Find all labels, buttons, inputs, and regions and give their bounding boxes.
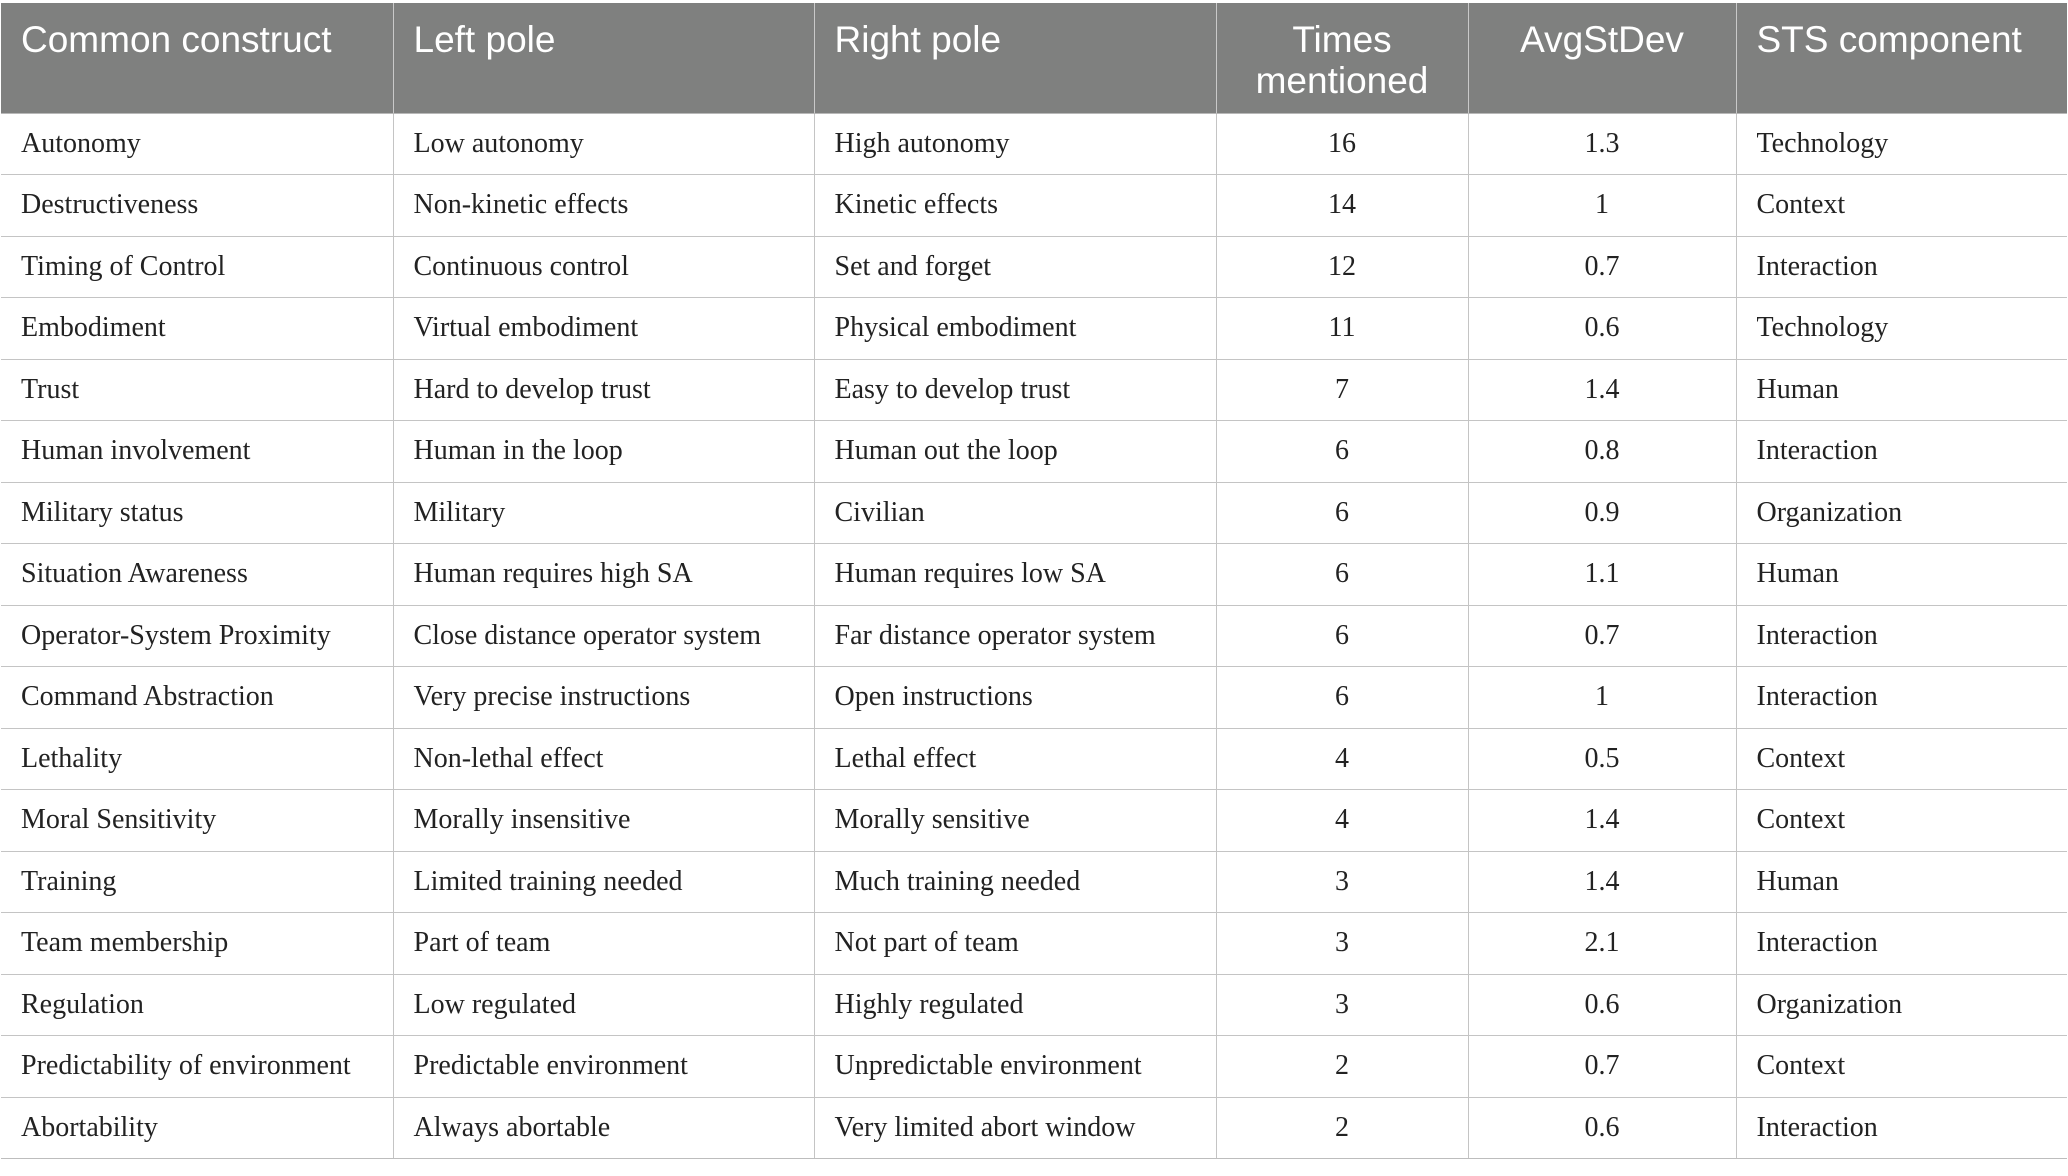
cell-sts-component: Human: [1736, 359, 2067, 421]
cell-avg-stdev: 1.3: [1468, 113, 1736, 175]
cell-avg-stdev: 1.4: [1468, 851, 1736, 913]
cell-avg-stdev: 1.4: [1468, 359, 1736, 421]
table-row: [1, 544, 2067, 606]
table-row: [1, 298, 2067, 360]
table-row: [1, 974, 2067, 1036]
table-row: [1, 421, 2067, 483]
cell-times-mentioned: 2: [1216, 1097, 1468, 1159]
table-header-row: [1, 3, 2067, 113]
cell-left-pole: Continuous control: [393, 236, 814, 298]
cell-sts-component: Human: [1736, 544, 2067, 606]
cell-avg-stdev: 0.7: [1468, 236, 1736, 298]
table-row: [1, 728, 2067, 790]
cell-right-pole: Human out the loop: [814, 421, 1216, 483]
cell-common-construct: Trust: [1, 359, 393, 421]
cell-left-pole: Human requires high SA: [393, 544, 814, 606]
cell-left-pole: Virtual embodiment: [393, 298, 814, 360]
cell-times-mentioned: 6: [1216, 605, 1468, 667]
cell-times-mentioned: 3: [1216, 913, 1468, 975]
cell-right-pole: Civilian: [814, 482, 1216, 544]
cell-left-pole: Low regulated: [393, 974, 814, 1036]
header-sts-component: STS component: [1736, 3, 2067, 113]
cell-left-pole: Non-kinetic effects: [393, 175, 814, 237]
cell-sts-component: Context: [1736, 175, 2067, 237]
table-row: [1, 1097, 2067, 1159]
cell-avg-stdev: 1: [1468, 667, 1736, 729]
cell-common-construct: Abortability: [1, 1097, 393, 1159]
cell-left-pole: Part of team: [393, 913, 814, 975]
cell-left-pole: Morally insensitive: [393, 790, 814, 852]
cell-sts-component: Technology: [1736, 113, 2067, 175]
cell-right-pole: Much training needed: [814, 851, 1216, 913]
cell-right-pole: High autonomy: [814, 113, 1216, 175]
cell-avg-stdev: 1.1: [1468, 544, 1736, 606]
cell-sts-component: Organization: [1736, 482, 2067, 544]
cell-right-pole: Human requires low SA: [814, 544, 1216, 606]
cell-common-construct: Team membership: [1, 913, 393, 975]
cell-common-construct: Situation Awareness: [1, 544, 393, 606]
table-row: [1, 113, 2067, 175]
cell-common-construct: Autonomy: [1, 113, 393, 175]
cell-common-construct: Command Abstraction: [1, 667, 393, 729]
table-container: [0, 3, 2068, 1159]
cell-common-construct: Human involvement: [1, 421, 393, 483]
cell-times-mentioned: 3: [1216, 851, 1468, 913]
cell-left-pole: Low autonomy: [393, 113, 814, 175]
cell-times-mentioned: 14: [1216, 175, 1468, 237]
cell-right-pole: Lethal effect: [814, 728, 1216, 790]
cell-right-pole: Easy to develop trust: [814, 359, 1216, 421]
cell-times-mentioned: 7: [1216, 359, 1468, 421]
cell-avg-stdev: 0.6: [1468, 298, 1736, 360]
cell-left-pole: Non-lethal effect: [393, 728, 814, 790]
cell-sts-component: Context: [1736, 1036, 2067, 1098]
constructs-table: [1, 3, 2067, 1159]
cell-avg-stdev: 0.7: [1468, 605, 1736, 667]
cell-right-pole: Very limited abort window: [814, 1097, 1216, 1159]
cell-right-pole: Set and forget: [814, 236, 1216, 298]
cell-times-mentioned: 12: [1216, 236, 1468, 298]
cell-times-mentioned: 4: [1216, 728, 1468, 790]
cell-sts-component: Interaction: [1736, 913, 2067, 975]
cell-avg-stdev: 0.7: [1468, 1036, 1736, 1098]
cell-sts-component: Interaction: [1736, 421, 2067, 483]
cell-common-construct: Predictability of environment: [1, 1036, 393, 1098]
cell-right-pole: Unpredictable environment: [814, 1036, 1216, 1098]
cell-avg-stdev: 0.8: [1468, 421, 1736, 483]
table-row: [1, 605, 2067, 667]
cell-common-construct: Destructiveness: [1, 175, 393, 237]
cell-avg-stdev: 0.5: [1468, 728, 1736, 790]
table-row: [1, 175, 2067, 237]
table-row: [1, 482, 2067, 544]
cell-left-pole: Limited training needed: [393, 851, 814, 913]
cell-times-mentioned: 6: [1216, 421, 1468, 483]
cell-avg-stdev: 0.9: [1468, 482, 1736, 544]
cell-left-pole: Military: [393, 482, 814, 544]
header-left-pole: Left pole: [393, 3, 814, 113]
cell-times-mentioned: 6: [1216, 482, 1468, 544]
cell-right-pole: Physical embodiment: [814, 298, 1216, 360]
header-avg-stdev: AvgStDev: [1468, 3, 1736, 113]
cell-times-mentioned: 11: [1216, 298, 1468, 360]
table-row: [1, 236, 2067, 298]
cell-right-pole: Morally sensitive: [814, 790, 1216, 852]
cell-times-mentioned: 3: [1216, 974, 1468, 1036]
cell-right-pole: Not part of team: [814, 913, 1216, 975]
cell-left-pole: Very precise instructions: [393, 667, 814, 729]
cell-sts-component: Context: [1736, 728, 2067, 790]
cell-left-pole: Always abortable: [393, 1097, 814, 1159]
cell-left-pole: Close distance operator system: [393, 605, 814, 667]
cell-common-construct: Embodiment: [1, 298, 393, 360]
cell-avg-stdev: 2.1: [1468, 913, 1736, 975]
table-row: [1, 1036, 2067, 1098]
cell-left-pole: Hard to develop trust: [393, 359, 814, 421]
table-row: [1, 667, 2067, 729]
cell-common-construct: Lethality: [1, 728, 393, 790]
cell-common-construct: Moral Sensitivity: [1, 790, 393, 852]
cell-sts-component: Human: [1736, 851, 2067, 913]
cell-avg-stdev: 0.6: [1468, 974, 1736, 1036]
header-common-construct: Common construct: [1, 3, 393, 113]
cell-sts-component: Interaction: [1736, 605, 2067, 667]
cell-sts-component: Interaction: [1736, 1097, 2067, 1159]
header-times-mentioned: Times mentioned: [1216, 3, 1468, 113]
cell-sts-component: Interaction: [1736, 236, 2067, 298]
cell-times-mentioned: 6: [1216, 667, 1468, 729]
cell-left-pole: Predictable environment: [393, 1036, 814, 1098]
cell-times-mentioned: 4: [1216, 790, 1468, 852]
cell-common-construct: Operator-System Proximity: [1, 605, 393, 667]
table-body: [1, 113, 2067, 1159]
cell-sts-component: Interaction: [1736, 667, 2067, 729]
cell-common-construct: Regulation: [1, 974, 393, 1036]
cell-sts-component: Technology: [1736, 298, 2067, 360]
cell-avg-stdev: 1: [1468, 175, 1736, 237]
cell-sts-component: Context: [1736, 790, 2067, 852]
cell-left-pole: Human in the loop: [393, 421, 814, 483]
table-row: [1, 913, 2067, 975]
cell-avg-stdev: 1.4: [1468, 790, 1736, 852]
cell-common-construct: Military status: [1, 482, 393, 544]
cell-common-construct: Timing of Control: [1, 236, 393, 298]
cell-right-pole: Highly regulated: [814, 974, 1216, 1036]
table-row: [1, 359, 2067, 421]
cell-right-pole: Open instructions: [814, 667, 1216, 729]
table-row: [1, 790, 2067, 852]
table-row: [1, 851, 2067, 913]
cell-times-mentioned: 6: [1216, 544, 1468, 606]
cell-common-construct: Training: [1, 851, 393, 913]
cell-right-pole: Kinetic effects: [814, 175, 1216, 237]
cell-right-pole: Far distance operator system: [814, 605, 1216, 667]
cell-times-mentioned: 2: [1216, 1036, 1468, 1098]
cell-sts-component: Organization: [1736, 974, 2067, 1036]
cell-avg-stdev: 0.6: [1468, 1097, 1736, 1159]
header-right-pole: Right pole: [814, 3, 1216, 113]
cell-times-mentioned: 16: [1216, 113, 1468, 175]
